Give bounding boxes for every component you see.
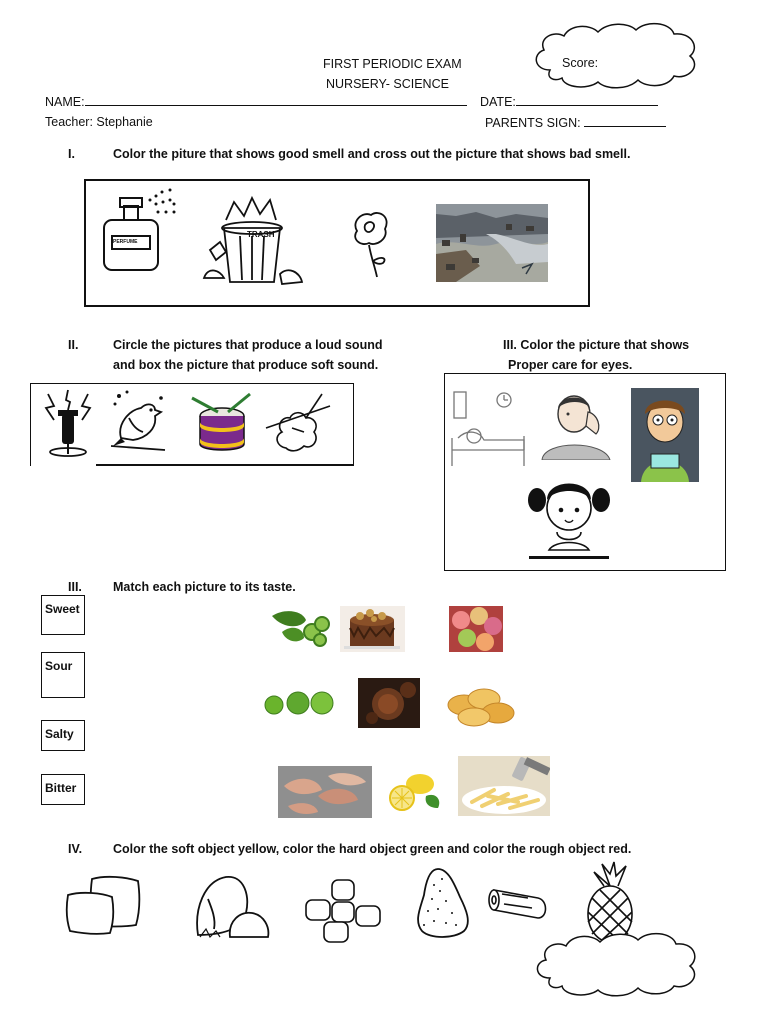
section1-instruction: Color the piture that shows good smell and cross out the picture that shows bad smell. xyxy=(113,147,631,161)
boy-rubbing-eye-image[interactable] xyxy=(540,390,612,460)
name-blank[interactable] xyxy=(85,94,467,106)
section3b-number: III. xyxy=(68,580,82,594)
parents-sign-label: PARENTS SIGN: xyxy=(485,116,581,130)
drum-image[interactable] xyxy=(190,390,254,456)
bitter-gourd-image[interactable] xyxy=(268,606,332,650)
section3b-instruction: Match each picture to its taste. xyxy=(113,580,296,594)
taste-box-salty[interactable]: Salty xyxy=(41,720,85,751)
name-label: NAME: xyxy=(45,95,85,109)
date-blank[interactable] xyxy=(516,94,658,106)
rose-image[interactable] xyxy=(343,207,397,281)
score-label: Score: xyxy=(562,56,599,70)
trash-label: TRASH xyxy=(247,230,275,239)
polluted-city-image[interactable] xyxy=(436,204,548,282)
ice-cream-image[interactable] xyxy=(449,606,503,652)
perfume-label: PERFUME xyxy=(113,239,138,245)
trash-can-image[interactable] xyxy=(196,190,306,290)
rocks-image[interactable] xyxy=(190,869,272,941)
teacher-label: Teacher: Stephanie xyxy=(45,115,153,129)
section1-number: I. xyxy=(68,147,75,161)
jackhammer-image[interactable] xyxy=(40,388,96,458)
taste-box-bitter[interactable]: Bitter xyxy=(41,774,85,805)
section2-instruction-line2: and box the picture that produce soft sound. xyxy=(113,358,379,372)
section4-instruction: Color the soft object yellow, color the hard object green and color the rough object red. xyxy=(113,842,632,856)
bird-image[interactable] xyxy=(107,388,169,452)
pear-image[interactable] xyxy=(410,865,476,939)
pillows-image[interactable] xyxy=(64,873,142,935)
boy-watching-tv-image[interactable] xyxy=(631,388,699,482)
potato-chips-image[interactable] xyxy=(444,683,516,729)
exam-subtitle: NURSERY- SCIENCE xyxy=(326,77,449,91)
log-image[interactable] xyxy=(488,880,552,922)
cocoa-image[interactable] xyxy=(358,678,420,728)
section2-box-bottom-line xyxy=(96,464,354,466)
date-label: DATE: xyxy=(480,95,516,109)
child-sleeping-image[interactable] xyxy=(448,388,528,472)
taste-box-sweet[interactable]: Sweet xyxy=(41,595,85,635)
taste-box-sour[interactable]: Sour xyxy=(41,652,85,698)
limes-image[interactable] xyxy=(262,681,336,723)
bottom-cloud xyxy=(530,930,702,998)
score-cloud xyxy=(528,18,704,90)
girl-eating-image[interactable] xyxy=(525,470,613,562)
parents-sign-row xyxy=(485,115,666,130)
exam-title: FIRST PERIODIC EXAM xyxy=(323,57,462,71)
section3a-instruction-line2: Proper care for eyes. xyxy=(508,358,633,372)
section3a-instruction-line1: III. Color the picture that shows xyxy=(503,338,690,352)
date-row xyxy=(480,94,658,109)
section2-number: II. xyxy=(68,338,79,352)
chocolate-cake-image[interactable] xyxy=(340,606,405,652)
parents-sign-blank[interactable] xyxy=(584,115,666,127)
section2-instruction-line1: Circle the pictures that produce a loud sound xyxy=(113,338,383,352)
marshmallows-image[interactable] xyxy=(302,878,384,946)
perfume-image[interactable] xyxy=(100,186,178,276)
name-row xyxy=(45,94,467,109)
violin-image[interactable] xyxy=(264,388,332,454)
section4-number: IV. xyxy=(68,842,83,856)
shrimp-image[interactable] xyxy=(278,766,372,818)
lemons-image[interactable] xyxy=(386,770,442,812)
fries-with-salt-image[interactable] xyxy=(458,756,550,816)
